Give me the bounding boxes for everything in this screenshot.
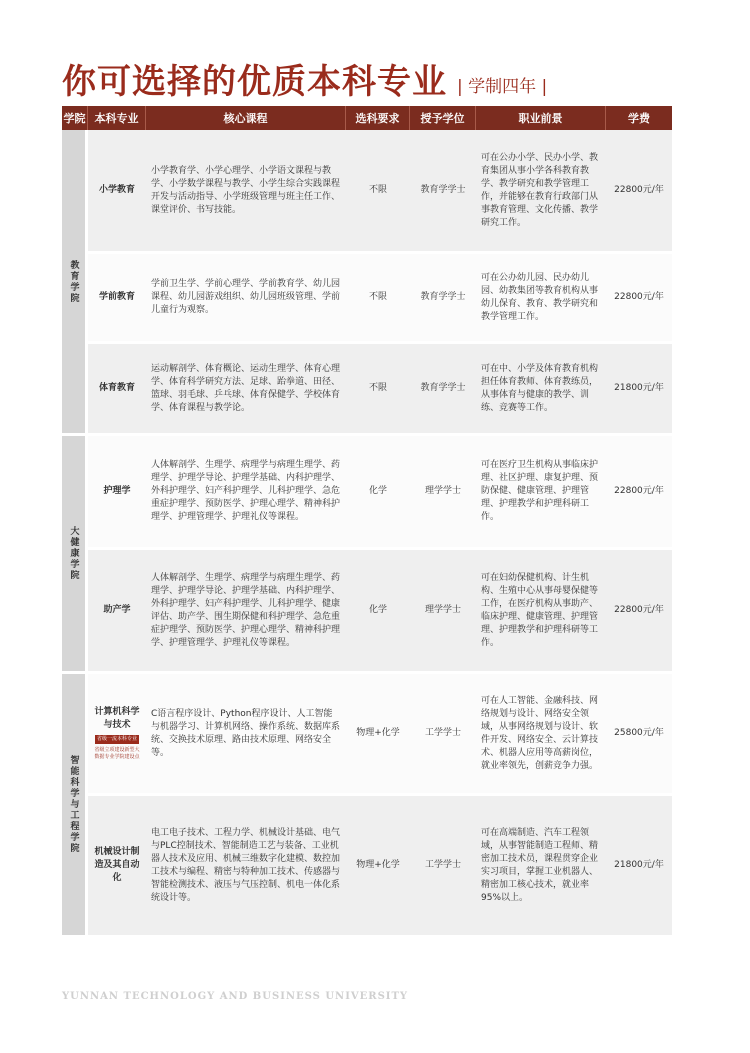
page-subtitle: | 学制四年 | [457, 77, 548, 97]
table-row [62, 674, 672, 796]
fee-cell: 25800元/年 [606, 674, 672, 796]
courses-cell: 人体解剖学、生理学、病理学与病理生理学、药理学、护理学导论、护理学基础、内科护理学、外科护理学、妇产科护理学、儿科护理学、急危重症护理学、预防医学、护理心理学、精神科护理学、护理管理学、护理礼仪等课程。 [146, 436, 346, 550]
major-cell: 护理学 [88, 436, 146, 550]
courses-cell: 人体解剖学、生理学、病理学与病理生理学、药理学、护理学导论、护理学基础、内科护理学、外科护理学、妇产科护理学、儿科护理学、健康评估、助产学、围生期保健和科护理学、急危重症护理学、预防医学、护理心理学、精神科护理学、护理管理学、护理礼仪等课程。 [146, 550, 346, 674]
career-cell: 可在高端制造、汽车工程领域，从事智能制造工程师、精密加工技术员，课程贯穿企业实习项目，掌握工业机器人、精密加工核心技术，就业率95%以上。 [476, 796, 606, 938]
degree-cell: 理学学士 [410, 550, 476, 674]
college-health [62, 436, 88, 674]
requirement-cell: 化学 [346, 436, 410, 550]
degree-cell: 理学学士 [410, 436, 476, 550]
header-college: 学院 [62, 106, 88, 130]
courses-cell: C语言程序设计、Python程序设计、人工智能与机器学习、计算机网络、操作系统、数据库系统、交换技术原理、路由技术原理、网络安全等。 [146, 674, 346, 796]
major-cell: 学前教育 [88, 254, 146, 344]
degree-cell: 教育学学士 [410, 130, 476, 254]
courses-cell: 电工电子技术、工程力学、机械设计基础、电气与PLC控制技术、智能制造工艺与装备、工业机器人技术及应用、机械三维数字化建模、数控加工技术与编程、精密与特种加工技术、传感器与智能检测技术、液压与气压控制、机电一体化系统设计等。 [146, 796, 346, 938]
page-heading [62, 52, 547, 102]
major-cell: 机械设计制造及其自动化 [88, 796, 146, 938]
table-row [62, 344, 672, 436]
major-cell: 助产学 [88, 550, 146, 674]
requirement-cell: 不限 [346, 254, 410, 344]
major-cell: 小学教育 [88, 130, 146, 254]
table-row [62, 436, 672, 550]
college-label: 智能科学与工程学院 [68, 755, 79, 854]
career-cell: 可在妇幼保健机构、计生机构、生殖中心从事母婴保健等工作，在医疗机构从事助产、临床护理、健康管理、护理管理、护理教学和护理科研等工作。 [476, 550, 606, 674]
header-degree: 授予学位 [410, 106, 476, 130]
requirement-cell: 化学 [346, 550, 410, 674]
career-cell: 可在公办幼儿园、民办幼儿园、幼教集团等教育机构从事幼儿保育、教育、教学研究和教学管理工作。 [476, 254, 606, 344]
major-cell [88, 674, 146, 796]
degree-cell: 教育学学士 [410, 344, 476, 436]
requirement-cell: 不限 [346, 130, 410, 254]
fee-cell: 21800元/年 [606, 344, 672, 436]
header-courses: 核心课程 [146, 106, 346, 130]
college-intelligent-engineering [62, 674, 88, 938]
courses-cell: 学前卫生学、学前心理学、学前教育学、幼儿园课程、幼儿园游戏组织、幼儿园班级管理、学前儿童行为观察。 [146, 254, 346, 344]
career-cell: 可在人工智能、金融科技、网络规划与设计、网络安全领域，从事网络规划与设计、软件开发、网络安全、云计算技术、机器人应用等高薪岗位，就业率领先，创薪竞争力强。 [476, 674, 606, 796]
table-row [62, 796, 672, 938]
courses-cell: 运动解剖学、体育概论、运动生理学、体育心理学、体育科学研究方法、足球、跆拳道、田径、篮球、羽毛球、乒乓球、体育保健学、学校体育学、体育课程与教学论。 [146, 344, 346, 436]
major-cell: 体育教育 [88, 344, 146, 436]
college-label: 教育学院 [68, 259, 79, 304]
degree-cell: 工学学士 [410, 674, 476, 796]
requirement-cell: 不限 [346, 344, 410, 436]
major-name: 计算机科学与技术 [94, 707, 140, 730]
degree-cell: 工学学士 [410, 796, 476, 938]
college-education [62, 130, 88, 436]
fee-cell: 21800元/年 [606, 796, 672, 938]
major-note: 省级立项建设新型大数据专业学院建设点 [94, 747, 140, 760]
fee-cell: 22800元/年 [606, 550, 672, 674]
career-cell: 可在中、小学及体育教育机构担任体育教师、体育教练员，从事体育与健康的教学、训练、竞赛等工作。 [476, 344, 606, 436]
career-cell: 可在医疗卫生机构从事临床护理、社区护理、康复护理、预防保健、健康管理、护理管理、护理教学和护理科研工作。 [476, 436, 606, 550]
footer-university-name: YUNNAN TECHNOLOGY AND BUSINESS UNIVERSITY [62, 991, 409, 1002]
requirement-cell: 物理+化学 [346, 796, 410, 938]
fee-cell: 22800元/年 [606, 436, 672, 550]
requirement-cell: 物理+化学 [346, 674, 410, 796]
majors-table [62, 106, 672, 938]
fee-cell: 22800元/年 [606, 130, 672, 254]
table-row [62, 254, 672, 344]
courses-cell: 小学教育学、小学心理学、小学语文课程与教学、小学数学课程与教学、小学生综合实践课程开发与活动指导、小学班级管理与班主任工作、课堂评价、书写技能。 [146, 130, 346, 254]
header-requirement: 选科要求 [346, 106, 410, 130]
college-label: 大健康学院 [68, 526, 79, 581]
header-major: 本科专业 [88, 106, 146, 130]
header-fee: 学费 [606, 106, 672, 130]
fee-cell: 22800元/年 [606, 254, 672, 344]
career-cell: 可在公办小学、民办小学、教育集团从事小学各科教育教学、教学研究和教学管理工作，并能够在教育行政部门从事教育管理、文化传播、教学研究工作。 [476, 130, 606, 254]
table-header-row [62, 106, 672, 130]
degree-cell: 教育学学士 [410, 254, 476, 344]
header-career: 职业前景 [476, 106, 606, 130]
table-row [62, 130, 672, 254]
table-row [62, 550, 672, 674]
major-badge: 省级一流本科专业 [96, 736, 137, 742]
page-title: 你可选择的优质本科专业 [62, 62, 447, 102]
